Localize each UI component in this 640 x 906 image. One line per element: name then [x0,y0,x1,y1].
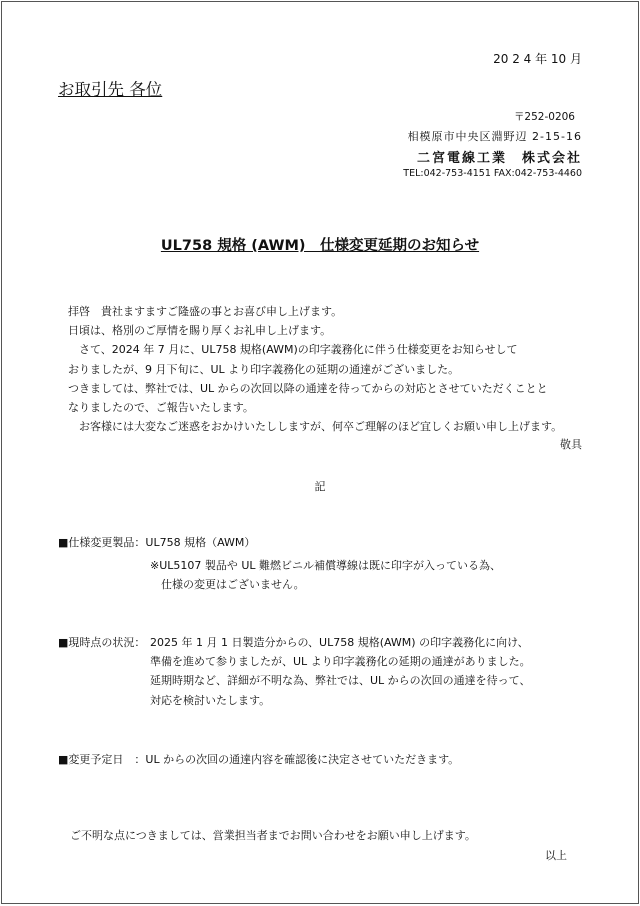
document-page [1,1,639,904]
closing-phrase: 敬具 [560,438,582,451]
body-line: 拝啓 貴社ますますご隆盛の事とお喜び申し上げます。 [68,305,343,318]
status-line: 準備を進めて参りましたが、UL より印字義務化の延期の通達がありました。 [150,655,531,669]
status-line: 2025 年 1 月 1 日製造分からの、UL758 規格(AWM) の印字義務化に向け、 [150,636,529,649]
body-line: 日頃は、格別のご厚情を賜り厚くお礼申し上げます。 [68,324,332,338]
end-marker: 以上 [545,849,567,862]
sender-contact: TEL:042-753-4151 FAX:042-753-4460 [403,168,582,179]
ki-marker: 記 [314,480,326,493]
section-product-note [150,556,501,594]
document-date: 20 2 4 年 10 月 [493,52,582,66]
sender-postal-code: 〒252-0206 [513,111,575,123]
status-line: 延期時期など、詳細が不明な為、弊社では、UL からの次回の通達を待って、 [150,674,531,688]
note-line: ※UL5107 製品や UL 難燃ビニル補償導線は既に印字が入っている為、 [150,559,502,572]
sender-address: 相模原市中央区淵野辺 2-15-16 [407,130,582,143]
status-line: 対応を検討いたします。 [150,693,271,707]
footer-inquiry-text: ご不明な点につきましては、営業担当者までお問い合わせをお願い申し上げます。 [70,829,476,842]
note-line: 仕様の変更はございません。 [150,578,305,592]
body-line: さて、2024 年 7 月に、UL758 規格(AWM)の印字義務化に伴う仕様変更をお知らせして [68,343,518,357]
section-schedule-label: ■変更予定日 ：UL からの次回の通達内容を確認後に決定させていただきます。 [58,753,460,766]
section-status-body [150,633,531,710]
sender-company-name: 二宮電線工業 株式会社 [416,151,582,166]
section-product-label: ■仕様変更製品：UL758 規格（AWM） [58,536,256,549]
letter-body [68,302,562,436]
body-line: お客様には大変なご迷惑をおかけいたししますが、何卒ご理解のほど宜しくお願い申し上げます。 [68,420,563,434]
recipient-heading: お取引先 各位 [58,80,163,99]
body-line: おりましたが、9 月下旬に、UL より印字義務化の延期の通達がございました。 [68,362,460,376]
section-status-label: ■現時点の状況： [58,636,146,649]
document-title: UL758 規格 (AWM) 仕様変更延期のお知らせ [160,238,480,254]
body-line: つきましては、弊社では、UL からの次回以降の通達を待ってからの対応とさせていただくことと [68,381,548,395]
body-line: なりましたので、ご報告いたします。 [68,401,254,415]
